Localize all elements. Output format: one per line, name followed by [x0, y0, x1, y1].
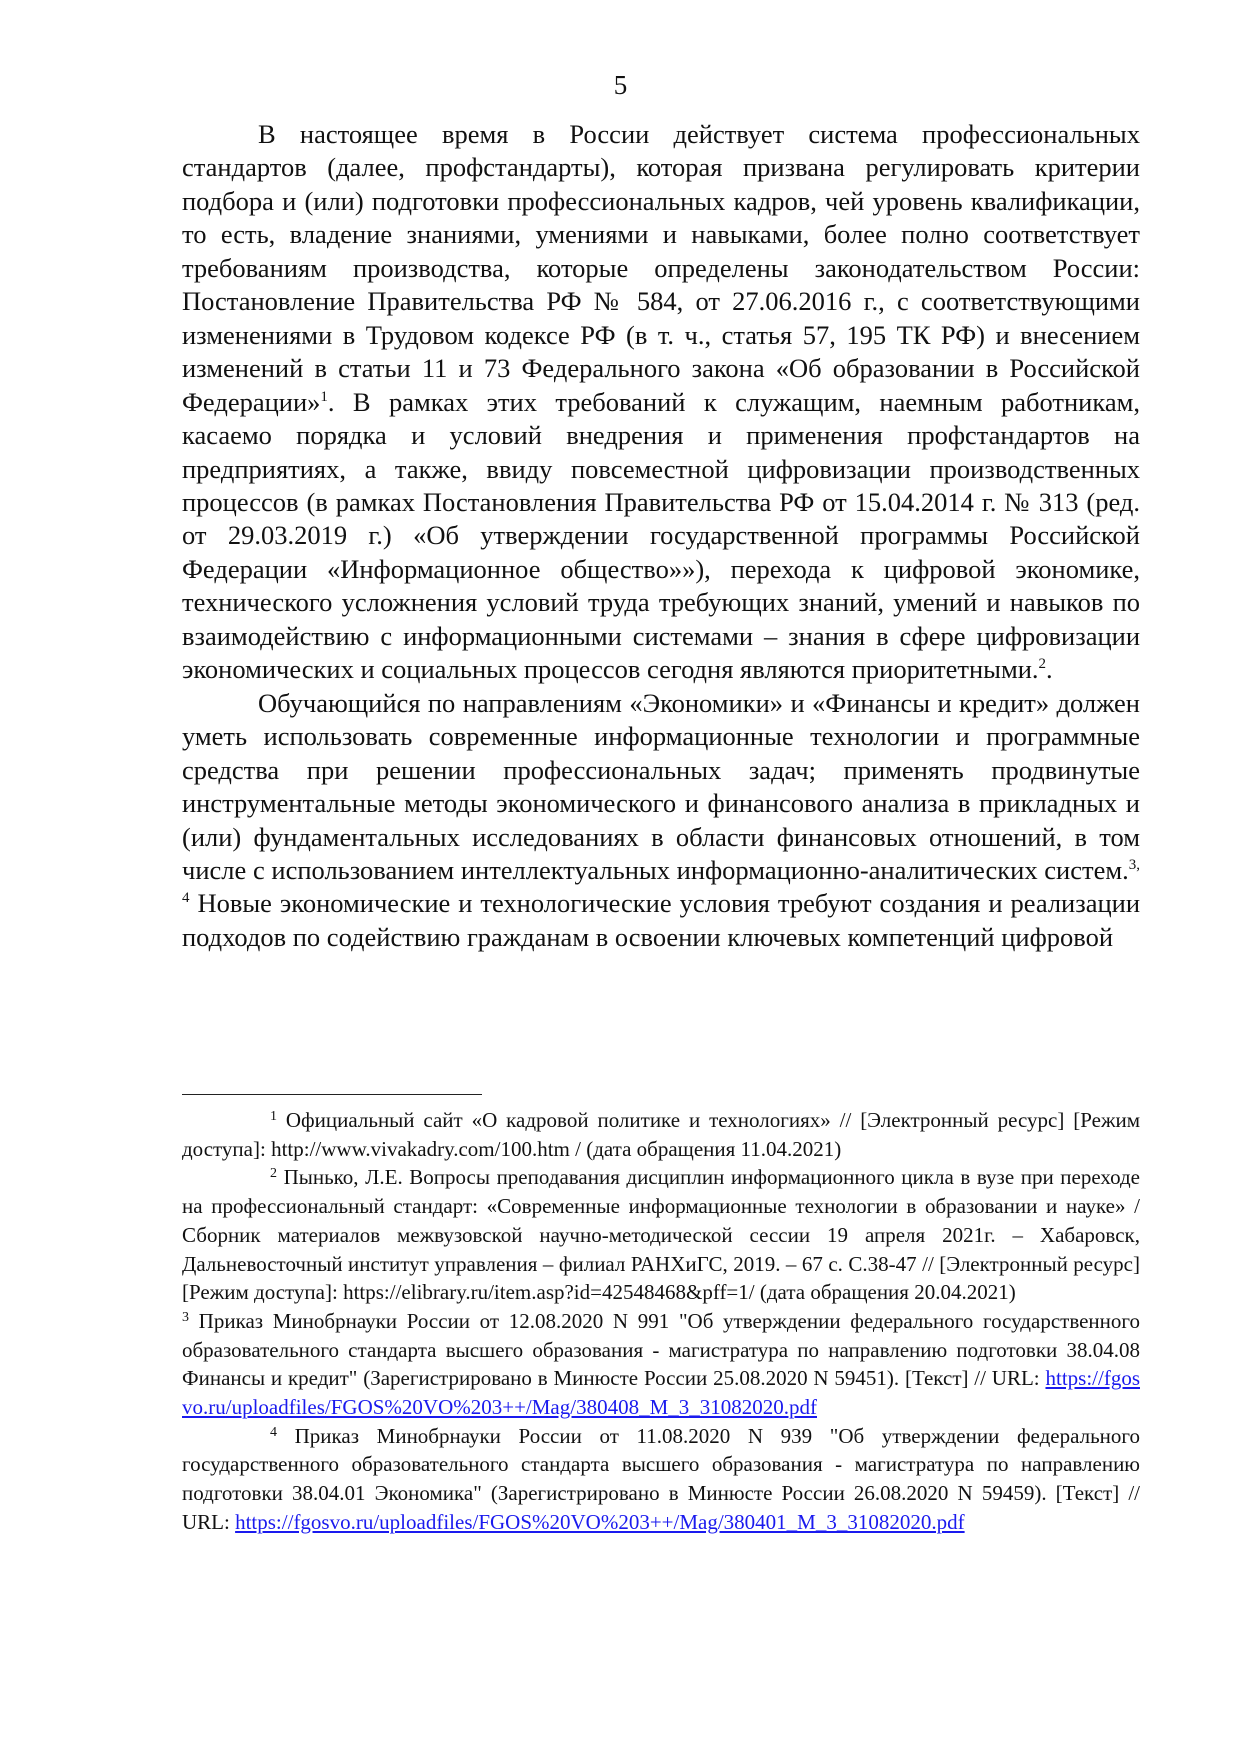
- footnote-text: Официальный сайт «О кадровой политике и технологиях» // [Электронный ресурс] [Режим доступа]: http://www.vivakadry.com/100.htm / (дата обращения 11.04.2021): [182, 1108, 1140, 1161]
- footnote-text: Приказ Минобрнауки России от 11.08.2020 N 939 "Об утверждении федерального государственного образовательного стандарта высшего образования - магистратура по направлению подготовки 38.04.01 Экономика" (Зарегистрировано в Минюсте России 26.08.2020 N 59459). [Текст] // URL:: [182, 1423, 1140, 1534]
- paragraph-text: .: [1046, 654, 1053, 685]
- footnote: [182, 1307, 1140, 1422]
- footnote-ref[interactable]: 2: [1038, 656, 1047, 673]
- footnote-ref[interactable]: 1: [320, 388, 328, 405]
- paragraph-text: Новые экономические и технологические условия требуют создания и реализации подходов по содействию гражданам в освоении ключевых компетенций цифровой: [182, 888, 1140, 952]
- page-number: 5: [613, 70, 628, 100]
- footnote-text: Приказ Минобрнауки России от 12.08.2020 N 991 "Об утверждении федерального государственного образовательного стандарта высшего образования - магистратура по направлению подготовки 38.04.08 Финансы и кредит" (Зарегистрировано в Минюсте России 25.08.2020 N 59451). [Текст] // URL:: [182, 1308, 1140, 1391]
- paragraph-text: Обучающийся по направлениям «Экономики» и «Финансы и кредит» должен уметь использовать современные информационные технологии и программные средства при решении профессиональных задач; применять продвинутые инструментальные методы экономического и финансового анализа в прикладных и (или) фундаментальных исследованиях в области финансовых отношений, в том числе с использованием интеллектуальных информационно-аналитических систем.: [182, 687, 1140, 885]
- footnote-mark: 4: [270, 1424, 277, 1440]
- footnote-mark: 3: [182, 1309, 189, 1325]
- body-text: [182, 118, 1140, 954]
- paragraph: [182, 118, 1140, 687]
- paragraph-text: . В рамках этих требований к служащим, наемным работникам, касаемо порядка и условий внедрения и применения профстандартов на предприятиях, а также, ввиду повсеместной цифровизации производственных процессов (в рамках Постановления Правительства РФ от 15.04.2014 г. № 313 (ред. от 29.03.2019 г.) «Об утверждении государственной программы Российской Федерации «Информационное общество»»), перехода к цифровой экономике, технического усложнения условий труда требующих знаний, умений и навыков по взаимодействию с информационными системами – знания в сфере цифровизации экономических и социальных процессов сегодня являются приоритетными.: [182, 386, 1140, 685]
- paragraph: [182, 687, 1140, 955]
- footnote-mark: 2: [270, 1166, 277, 1182]
- footnote-link[interactable]: https://fgosvo.ru/uploadfiles/FGOS%20VO%203++/Mag/380401_M_3_31082020.pdf: [235, 1509, 965, 1534]
- footnotes: [182, 1106, 1140, 1537]
- footnote: [182, 1106, 1140, 1163]
- footnote: [182, 1422, 1140, 1537]
- paragraph-text: В настоящее время в России действует система профессиональных стандартов (далее, профстандарты), которая призвана регулировать критерии подбора и (или) подготовки профессиональных кадров, чей уровень квалификации, то есть, владение знаниями, умениями и навыками, более полно соответствует требованиям производства, которые определены законодательством России: Постановление Правительства РФ № 584, от 27.06.2016 г., с соответствующими изменениями в Трудовом кодексе РФ (в т. ч., статья 57, 195 ТК РФ) и внесением изменений в статьи 11 и 73 Федерального закона «Об образовании в Российской Федерации»: [182, 119, 1140, 417]
- footnote-link[interactable]: https://fgosvo.ru/uploadfiles/FGOS%20VO%203++/Mag/380408_M_3_31082020.pdf: [182, 1366, 1140, 1420]
- footnote-ref[interactable]: 3, 4: [182, 856, 1140, 907]
- footnote-text: Пынько, Л.Е. Вопросы преподавания дисциплин информационного цикла в вузе при переходе на профессиональный стандарт: «Современные информационные технологии в образовании и науке» / Сборник материалов межвузовской научно-методической сессии 19 апреля 2021г. – Хабаровск, Дальневосточный институт управления – филиал РАНХиГС, 2019. – 67 с. С.38-47 // [Электронный ресурс] [Режим доступа]: https://elibrary.ru/item.asp?id=42548468&pff=1/ (дата обращения 20.04.2021): [182, 1165, 1140, 1305]
- footnote: [182, 1163, 1140, 1307]
- footnote-mark: 1: [270, 1109, 277, 1124]
- footnote-separator: [182, 1094, 482, 1095]
